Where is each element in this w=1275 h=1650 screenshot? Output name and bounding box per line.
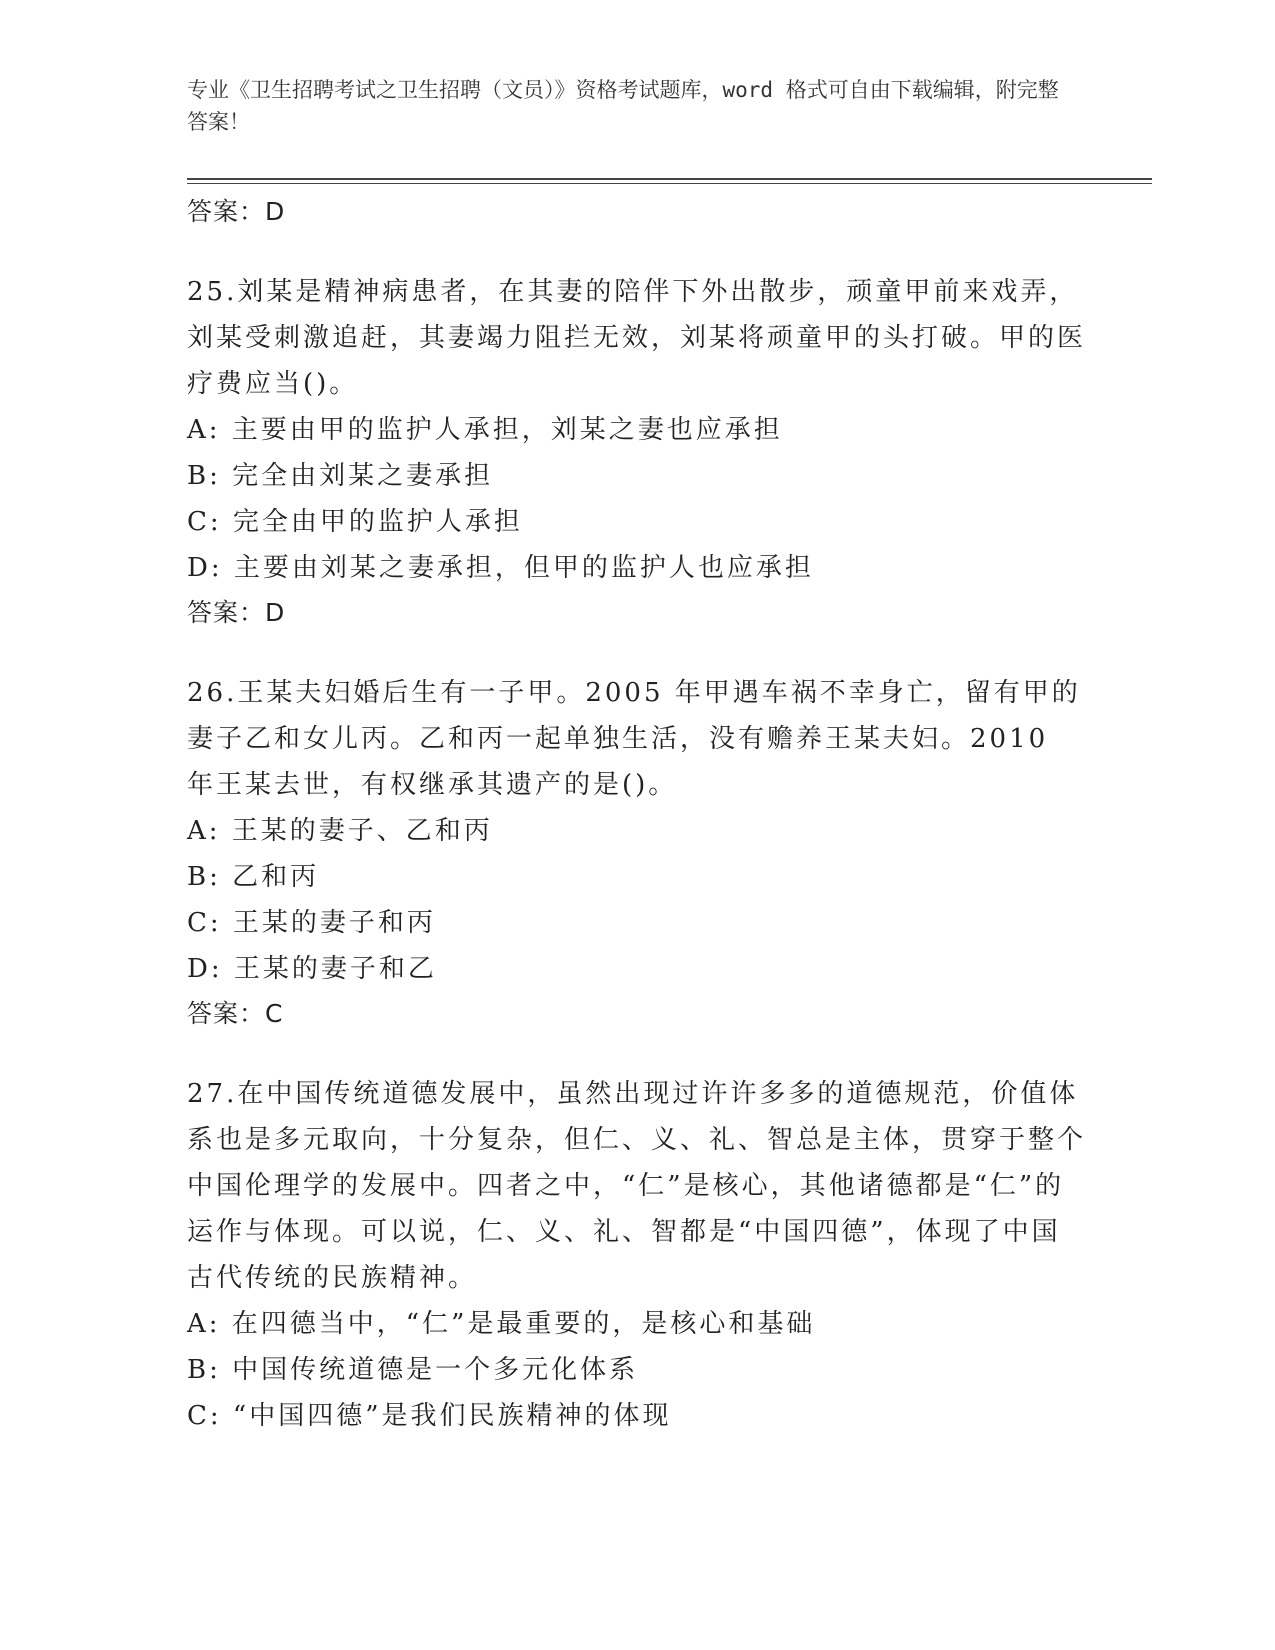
question-text: 25.刘某是精神病患者，在其妻的陪伴下外出散步，顽童甲前来戏弄，刘某受刺激追赶，其妻竭力阻拦无效，刘某将顽童甲的头打破。甲的医疗费应当()。 (187, 277, 1087, 399)
option-a: A: 主要由甲的监护人承担，刘某之妻也应承担 (187, 415, 783, 445)
page-header: 专业《卫生招聘考试之卫生招聘（文员）》资格考试题库，word 格式可自由下载编辑，附完整答案！ (187, 78, 1059, 134)
option-c: C: 完全由甲的监护人承担 (187, 507, 523, 537)
option-b: B: 乙和丙 (187, 862, 320, 892)
question-text: 26.王某夫妇婚后生有一子甲。2005 年甲遇车祸不幸身亡，留有甲的妻子乙和女儿丙。乙和丙一起单独生活，没有赡养王某夫妇。2010 年王某去世，有权继承其遗产的是()。 (187, 678, 1081, 800)
option-a: A: 王某的妻子、乙和丙 (187, 816, 493, 846)
document-body (187, 190, 1087, 1474)
option-d: D: 主要由刘某之妻承担，但甲的监护人也应承担 (187, 553, 814, 583)
option-b: B: 中国传统道德是一个多元化体系 (187, 1355, 639, 1385)
option-c: C: “中国四德”是我们民族精神的体现 (187, 1401, 672, 1431)
header-rule-thick (187, 178, 1152, 180)
question-25 (187, 269, 1087, 635)
answer: 答案：C (187, 999, 284, 1028)
option-c: C: 王某的妻子和丙 (187, 908, 436, 938)
option-a: A: 在四德当中，“仁”是最重要的，是核心和基础 (187, 1309, 816, 1339)
question-27 (187, 1071, 1087, 1439)
question-text: 27.在中国传统道德发展中，虽然出现过许许多多的道德规范，价值体系也是多元取向，十分复杂，但仁、义、礼、智总是主体，贯穿于整个中国伦理学的发展中。四者之中，“仁”是核心，其他诸德都是“仁”的运作与体现。可以说，仁、义、礼、智都是“中国四德”，体现了中国古代传统的民族精神。 (187, 1079, 1087, 1293)
question-26 (187, 670, 1087, 1036)
answer: 答案：D (187, 598, 286, 627)
header-rule-thin (187, 183, 1152, 184)
option-d: D: 王某的妻子和乙 (187, 954, 437, 984)
previous-answer: 答案：D (187, 197, 286, 226)
option-b: B: 完全由刘某之妻承担 (187, 461, 494, 491)
